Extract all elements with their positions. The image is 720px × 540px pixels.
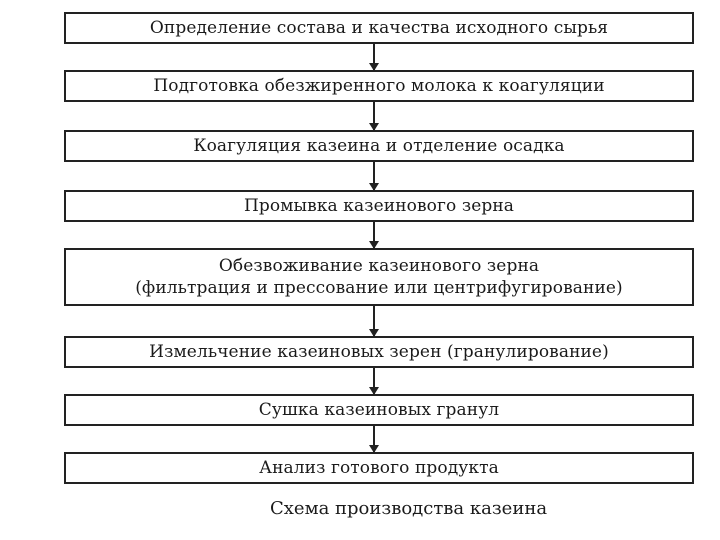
step-label: Сушка казеиновых гранул [258,400,500,420]
flow-arrow [373,222,375,248]
flow-arrow [373,426,375,452]
step-label: Коагуляция казеина и отделение осадка [193,136,565,156]
step-label: Измельчение казеиновых зерен (гранулирование) [149,342,609,362]
step-sublabel: (фильтрация и прессование или центрифугирование) [135,278,623,298]
step-label: Обезвоживание казеинового зерна [218,256,540,276]
step-label: Промывка казеинового зерна [243,196,515,216]
flow-arrow [373,162,375,190]
step-drying [64,394,694,426]
step-raw-material-analysis [64,12,694,44]
flow-arrow [373,102,375,130]
flow-arrow [373,368,375,394]
step-label: Анализ готового продукта [259,458,499,478]
step-label: Подготовка обезжиренного молока к коагуляции [153,76,605,96]
step-granulation [64,336,694,368]
step-product-analysis [64,452,694,484]
step-milk-preparation [64,70,694,102]
step-coagulation [64,130,694,162]
flow-arrow [373,306,375,336]
step-washing [64,190,694,222]
flow-arrow [373,44,375,70]
step-dehydration [64,248,694,306]
step-label: Определение состава и качества исходного сырья [149,18,609,38]
diagram-caption: Схема производства казеина [270,498,548,519]
